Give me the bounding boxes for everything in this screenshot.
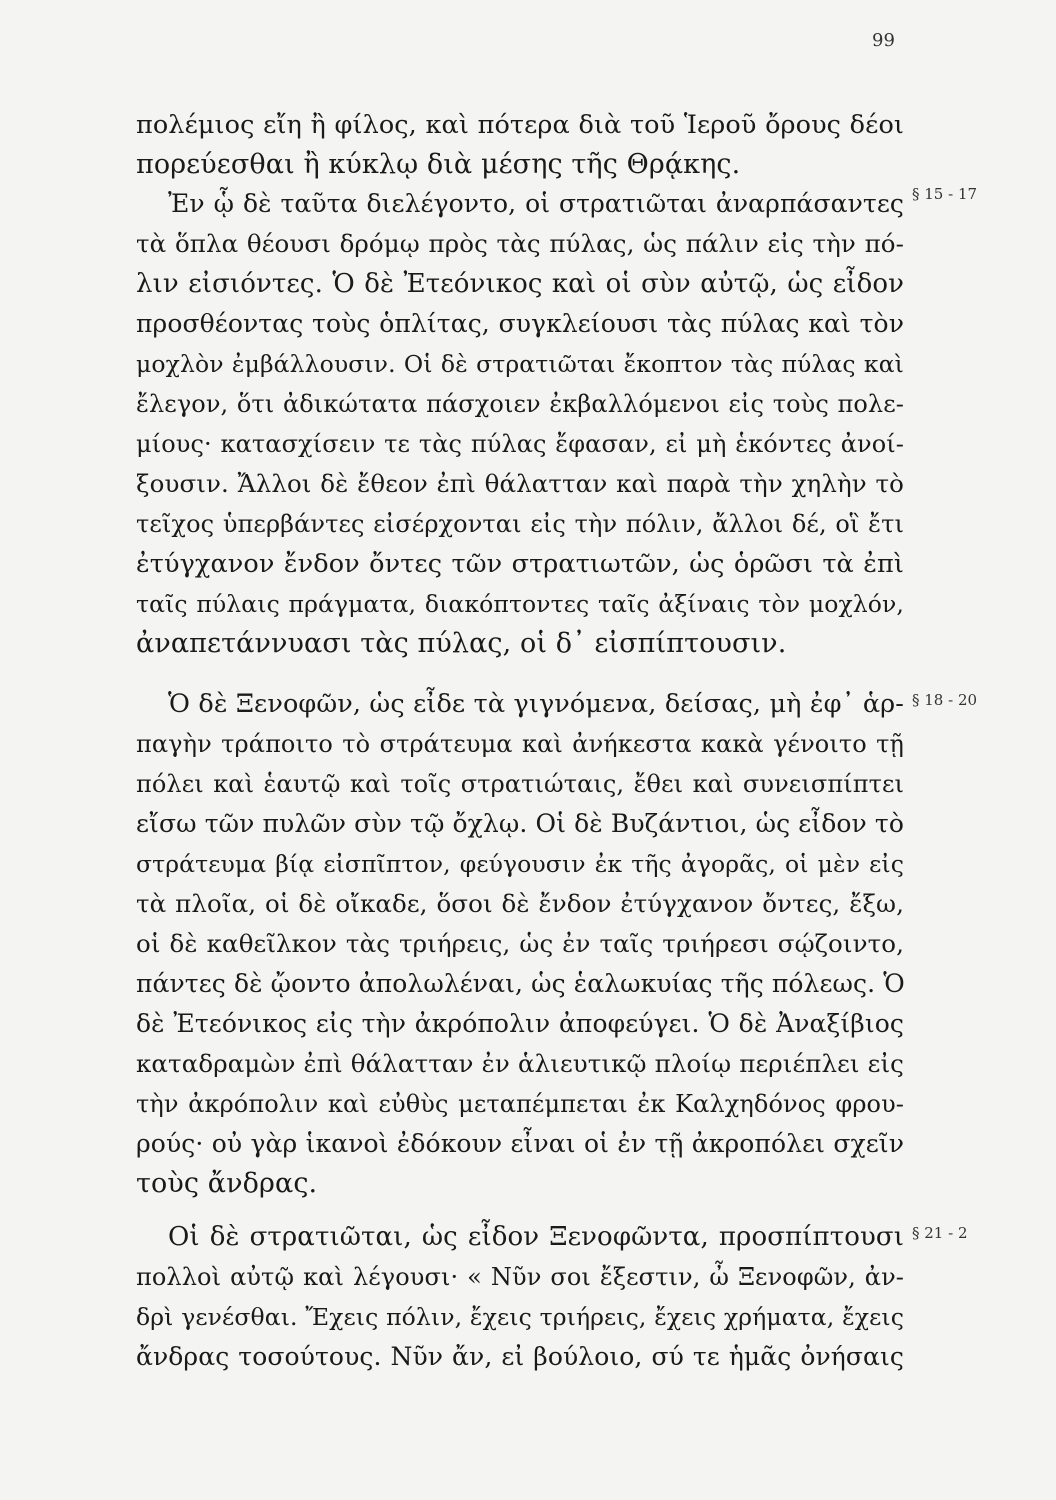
text-line: εἴσω τῶν πυλῶν σὺν τῷ ὄχλῳ. Οἱ δὲ Βυζάντιοι, ὡς εἶδον τὸ xyxy=(136,809,904,838)
text-line: δρὶ γενέσθαι. Ἔχεις πόλιν, ἔχεις τριήρεις, ἔχεις χρήματα, ἔχεις xyxy=(136,1303,904,1331)
text-line: Ὁ δὲ Ξενοφῶν, ὡς εἶδε τὰ γιγνόμενα, δείσας, μὴ ἐφ᾽ ἁρ- xyxy=(168,689,904,719)
text-line: μίους· κατασχίσειν τε τὰς πύλας ἔφασαν, εἰ μὴ ἑκόντες ἀνοί- xyxy=(136,430,904,458)
text-line: λιν εἰσιόντες. Ὁ δὲ Ἐτεόνικος καὶ οἱ σὺν αὐτῷ, ὡς εἶδον xyxy=(136,269,904,299)
text-line: ἐτύγχανον ἔνδον ὄντες τῶν στρατιωτῶν, ὡς ὁρῶσι τὰ ἐπὶ xyxy=(136,549,904,579)
marginal-section-ref: § 21 - 2 xyxy=(912,1224,968,1242)
text-line: καταδραμὼν ἐπὶ θάλατταν ἐν ἁλιευτικῷ πλοίῳ περιέπλει εἰς xyxy=(136,1049,904,1078)
text-line: τοὺς ἄνδρας. xyxy=(136,1168,318,1199)
text-line: πολέμιος εἴη ἢ φίλος, καὶ πότερα διὰ τοῦ Ἱεροῦ ὄρους δέοι xyxy=(136,110,904,140)
text-line: Ἐν ᾧ δὲ ταῦτα διελέγοντο, οἱ στρατιῶται ἀναρπάσαντες xyxy=(168,189,904,218)
text-line: παγὴν τράποιτο τὸ στράτευμα καὶ ἀνήκεστα κακὰ γένοιτο τῇ xyxy=(136,730,904,758)
text-line: ξουσιν. Ἄλλοι δὲ ἔθεον ἐπὶ θάλατταν καὶ παρὰ τὴν χηλὴν τὸ xyxy=(136,469,904,498)
text-line: ρούς· οὐ γὰρ ἱκανοὶ ἐδόκουν εἶναι οἱ ἐν τῇ ἀκροπόλει σχεῖν xyxy=(136,1129,904,1158)
text-line: Οἱ δὲ στρατιῶται, ὡς εἶδον Ξενοφῶντα, προσπίπτουσι xyxy=(168,1222,904,1252)
text-line: ταῖς πύλαις πράγματα, διακόπτοντες ταῖς ἀξίναις τὸν μοχλόν, xyxy=(136,590,904,618)
text-line: τὰ ὅπλα θέουσι δρόμῳ πρὸς τὰς πύλας, ὡς πάλιν εἰς τὴν πό- xyxy=(136,229,904,258)
text-line: τὰ πλοῖα, οἱ δὲ οἴκαδε, ὅσοι δὲ ἔνδον ἐτύγχανον ὄντες, ἔξω, xyxy=(136,889,904,918)
text-line: ἀναπετάννυασι τὰς πύλας, οἱ δ᾽ εἰσπίπτουσιν. xyxy=(136,628,787,659)
text-line: δὲ Ἐτεόνικος εἰς τὴν ἀκρόπολιν ἀποφεύγει. Ὁ δὲ Ἀναξίβιος xyxy=(136,1009,904,1038)
marginal-section-ref: § 18 - 20 xyxy=(912,691,978,709)
text-line: τεῖχος ὑπερβάντες εἰσέρχονται εἰς τὴν πόλιν, ἄλλοι δέ, οἳ ἔτι xyxy=(136,510,904,538)
text-line: στράτευμα βίᾳ εἰσπῖπτον, φεύγουσιν ἐκ τῆς ἀγορᾶς, οἱ μὲν εἰς xyxy=(136,850,904,878)
text-line: τὴν ἀκρόπολιν καὶ εὐθὺς μεταπέμπεται ἐκ Καλχηδόνος φρου- xyxy=(136,1090,904,1118)
text-line: πορεύεσθαι ἢ κύκλῳ διὰ μέσης τῆς Θρᾴκης. xyxy=(136,149,741,180)
text-line: οἱ δὲ καθεῖλκον τὰς τριήρεις, ὡς ἐν ταῖς τριήρεσι σῴζοιντο, xyxy=(136,929,904,958)
text-line: πάντες δὲ ᾤοντο ἀπολωλέναι, ὡς ἑαλωκυίας τῆς πόλεως. Ὁ xyxy=(136,969,905,998)
page-number: 99 xyxy=(872,30,895,51)
text-line: πολλοὶ αὐτῷ καὶ λέγουσι· « Νῦν σοι ἔξεστιν, ὦ Ξενοφῶν, ἀν- xyxy=(136,1263,904,1291)
text-line: ἔλεγον, ὅτι ἀδικώτατα πάσχοιεν ἐκβαλλόμενοι εἰς τοὺς πολε- xyxy=(136,390,904,418)
marginal-section-ref: § 15 - 17 xyxy=(912,185,978,203)
text-line: μοχλὸν ἐμβάλλουσιν. Οἱ δὲ στρατιῶται ἔκοπτον τὰς πύλας καὶ xyxy=(136,350,904,378)
text-line: ἄνδρας τοσούτους. Νῦν ἄν, εἰ βούλοιο, σύ τε ἡμᾶς ὀνήσαις xyxy=(136,1342,904,1371)
text-line: προσθέοντας τοὺς ὁπλίτας, συγκλείουσι τὰς πύλας καὶ τὸν xyxy=(136,309,904,338)
text-line: πόλει καὶ ἑαυτῷ καὶ τοῖς στρατιώταις, ἔθει καὶ συνεισπίπτει xyxy=(136,770,904,798)
